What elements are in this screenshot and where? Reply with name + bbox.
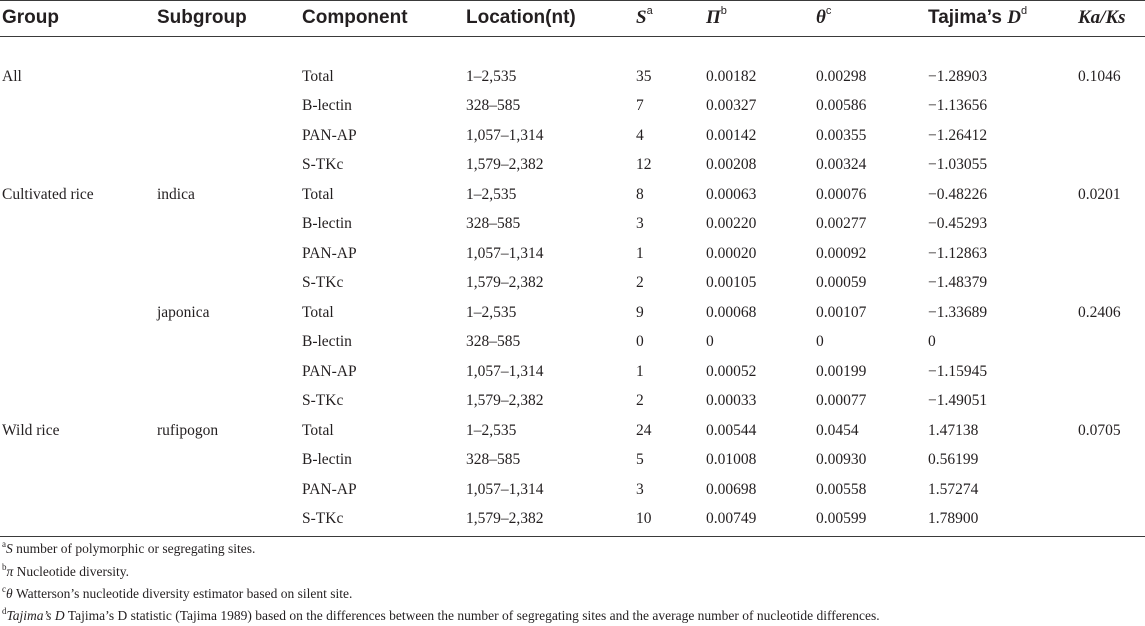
cell-theta: 0.00558 (816, 480, 867, 498)
cell-tajima: 0 (928, 333, 936, 351)
cell-theta: 0.00586 (816, 97, 867, 115)
header-subgroup-label: Subgroup (157, 7, 247, 28)
cell-location: 1–2,535 (466, 185, 517, 203)
cell-theta: 0.0454 (816, 421, 859, 439)
cell-s: 0 (636, 333, 644, 351)
cell-theta: 0.00298 (816, 67, 867, 85)
cell-kaks: 0.1046 (1078, 67, 1121, 85)
cell-tajima: −1.15945 (928, 362, 988, 380)
cell-subgroup (155, 40, 300, 92)
header-s-label: S (636, 7, 647, 28)
cell-location: 328–585 (466, 97, 521, 115)
table-row (0, 387, 1145, 417)
cell-group (0, 475, 155, 505)
cell-s: 4 (636, 126, 644, 144)
cell-theta: 0.00059 (816, 274, 867, 292)
cell-kaks (1076, 505, 1145, 535)
cell-pi: 0.00208 (706, 156, 757, 174)
footnote-text: Tajima’s D statistic (Tajima 1989) based on the differences between the number of segregating sites and the average number of nucleotide differences. (64, 608, 880, 623)
table-row (0, 92, 1145, 122)
cell-s: 2 (636, 392, 644, 410)
table-row (0, 475, 1145, 505)
cell-kaks: 0.0201 (1078, 185, 1121, 203)
cell-location: 1–2,535 (466, 303, 517, 321)
table-body (0, 40, 1145, 534)
cell-location: 1,057–1,314 (466, 244, 544, 262)
cell-kaks (1076, 387, 1145, 417)
cell-pi: 0.00052 (706, 362, 757, 380)
cell-pi: 0.01008 (706, 451, 757, 469)
cell-component: Total (302, 303, 334, 321)
cell-tajima: −1.49051 (928, 392, 988, 410)
cell-group: Wild rice (2, 421, 60, 439)
cell-location: 328–585 (466, 451, 521, 469)
footnote-text: number of polymorphic or segregating sites. (12, 541, 256, 556)
cell-group: All (2, 67, 22, 85)
cell-kaks (1076, 475, 1145, 505)
table-row (0, 446, 1145, 476)
cell-group (0, 298, 155, 328)
cell-group (0, 121, 155, 151)
cell-tajima: −1.48379 (928, 274, 988, 292)
cell-subgroup (155, 328, 300, 358)
cell-kaks: 0.2406 (1078, 303, 1121, 321)
cell-group (0, 387, 155, 417)
cell-pi: 0.00033 (706, 392, 757, 410)
cell-s: 10 (636, 510, 652, 528)
cell-component: S-TKc (302, 156, 344, 174)
cell-s: 1 (636, 244, 644, 262)
cell-component: S-TKc (302, 392, 344, 410)
cell-kaks: 0.0705 (1078, 421, 1121, 439)
table-bottom-rule (0, 536, 1145, 537)
cell-kaks (1076, 328, 1145, 358)
header-location-label: Location(nt) (466, 7, 576, 28)
cell-location: 1,579–2,382 (466, 392, 544, 410)
cell-location: 1,057–1,314 (466, 126, 544, 144)
cell-s: 7 (636, 97, 644, 115)
cell-component: PAN-AP (302, 480, 357, 498)
cell-component: Total (302, 185, 334, 203)
cell-s: 9 (636, 303, 644, 321)
cell-tajima: −1.26412 (928, 126, 988, 144)
cell-pi: 0.00142 (706, 126, 757, 144)
header-tajima-footnote-mark: d (1020, 5, 1028, 17)
cell-subgroup (155, 121, 300, 151)
header-group-label: Group (2, 7, 59, 28)
footnote-symbol: π (6, 564, 14, 579)
header-row (0, 0, 1145, 40)
header-theta (814, 0, 926, 40)
cell-subgroup: indica (157, 185, 195, 203)
cell-subgroup (155, 357, 300, 387)
cell-location: 1,579–2,382 (466, 510, 544, 528)
cell-group (0, 357, 155, 387)
footnote-mark: a (2, 539, 6, 549)
table-row (0, 151, 1145, 181)
cell-s: 3 (636, 480, 644, 498)
cell-component: Total (302, 67, 334, 85)
cell-s: 35 (636, 67, 652, 85)
cell-kaks (1076, 357, 1145, 387)
table-header (0, 0, 1145, 40)
table-row (0, 121, 1145, 151)
cell-s: 2 (636, 274, 644, 292)
cell-pi: 0.00105 (706, 274, 757, 292)
cell-group: Cultivated rice (2, 185, 94, 203)
cell-group (0, 210, 155, 240)
header-kaks (1076, 0, 1145, 40)
cell-component: B-lectin (302, 451, 352, 469)
cell-location: 1,057–1,314 (466, 362, 544, 380)
cell-subgroup (155, 210, 300, 240)
footnote-mark: c (2, 584, 6, 594)
cell-subgroup: rufipogon (157, 421, 219, 439)
footnote-mark: d (2, 606, 7, 616)
footnote (2, 586, 352, 602)
cell-s: 24 (636, 421, 652, 439)
cell-location: 1–2,535 (466, 67, 517, 85)
cell-theta: 0.00076 (816, 185, 867, 203)
cell-subgroup (155, 269, 300, 299)
cell-kaks (1076, 239, 1145, 269)
cell-tajima: −0.45293 (928, 215, 988, 233)
cell-group (0, 239, 155, 269)
cell-s: 8 (636, 185, 644, 203)
footnote-symbol: θ (6, 586, 13, 601)
cell-kaks (1076, 121, 1145, 151)
footnote-text: Watterson’s nucleotide diversity estimator based on silent site. (12, 586, 353, 601)
cell-pi: 0.00749 (706, 510, 757, 528)
header-pi-label: Π (706, 7, 721, 28)
cell-theta: 0.00077 (816, 392, 867, 410)
cell-group (0, 328, 155, 358)
cell-location: 1,579–2,382 (466, 156, 544, 174)
header-subgroup (155, 0, 300, 40)
header-component-label: Component (302, 7, 408, 28)
footnote (2, 564, 129, 580)
cell-group (0, 269, 155, 299)
cell-theta: 0.00199 (816, 362, 867, 380)
table-row (0, 40, 1145, 92)
cell-s: 3 (636, 215, 644, 233)
cell-subgroup (155, 446, 300, 476)
cell-subgroup (155, 239, 300, 269)
cell-subgroup (155, 505, 300, 535)
header-s-footnote-mark: a (646, 5, 653, 17)
cell-theta: 0.00355 (816, 126, 867, 144)
cell-component: PAN-AP (302, 244, 357, 262)
cell-pi: 0.00544 (706, 421, 757, 439)
header-group (0, 0, 155, 40)
table-row (0, 416, 1145, 446)
cell-pi: 0 (706, 333, 714, 351)
cell-group (0, 151, 155, 181)
footnote-mark: b (2, 562, 7, 572)
cell-kaks (1076, 92, 1145, 122)
cell-group (0, 446, 155, 476)
cell-location: 1,057–1,314 (466, 480, 544, 498)
cell-theta: 0.00277 (816, 215, 867, 233)
table-row (0, 210, 1145, 240)
cell-pi: 0.00068 (706, 303, 757, 321)
footnote-symbol: Tajima’s D (6, 608, 65, 623)
cell-location: 1–2,535 (466, 421, 517, 439)
cell-theta: 0.00324 (816, 156, 867, 174)
cell-tajima: −1.28903 (928, 67, 988, 85)
table-row (0, 357, 1145, 387)
footnote (2, 608, 880, 624)
header-pi (704, 0, 814, 40)
cell-tajima: 0.56199 (928, 451, 979, 469)
header-tajima-d: D (1007, 7, 1021, 28)
cell-location: 1,579–2,382 (466, 274, 544, 292)
cell-kaks (1076, 269, 1145, 299)
table-row (0, 505, 1145, 535)
table-row (0, 269, 1145, 299)
header-s (634, 0, 704, 40)
header-theta-footnote-mark: c (825, 5, 832, 17)
cell-tajima: −1.12863 (928, 244, 988, 262)
header-theta-label: θ (816, 7, 826, 28)
table-row (0, 239, 1145, 269)
cell-pi: 0.00327 (706, 97, 757, 115)
header-pi-footnote-mark: b (720, 5, 727, 17)
cell-tajima: 1.78900 (928, 510, 979, 528)
cell-component: S-TKc (302, 510, 344, 528)
header-tajima-label: Tajima’s (928, 7, 1008, 28)
header-component (300, 0, 464, 40)
cell-component: PAN-AP (302, 362, 357, 380)
cell-tajima: −1.13656 (928, 97, 988, 115)
footnote-symbol: S (6, 541, 13, 556)
cell-tajima: 1.47138 (928, 421, 979, 439)
footnote (2, 541, 255, 557)
cell-component: Total (302, 421, 334, 439)
table-row (0, 180, 1145, 210)
cell-tajima: 1.57274 (928, 480, 979, 498)
header-tajima (926, 0, 1076, 40)
header-location (464, 0, 634, 40)
cell-s: 12 (636, 156, 652, 174)
cell-kaks (1076, 210, 1145, 240)
cell-component: PAN-AP (302, 126, 357, 144)
cell-tajima: −1.03055 (928, 156, 988, 174)
cell-pi: 0.00063 (706, 185, 757, 203)
cell-s: 5 (636, 451, 644, 469)
table-row (0, 298, 1145, 328)
cell-pi: 0.00220 (706, 215, 757, 233)
cell-component: B-lectin (302, 333, 352, 351)
cell-location: 328–585 (466, 333, 521, 351)
cell-theta: 0.00599 (816, 510, 867, 528)
header-kaks-label: Ka/Ks (1078, 7, 1126, 28)
footnote-text: Nucleotide diversity. (13, 564, 129, 579)
cell-kaks (1076, 446, 1145, 476)
cell-subgroup: japonica (157, 303, 210, 321)
cell-component: B-lectin (302, 215, 352, 233)
cell-component: S-TKc (302, 274, 344, 292)
cell-subgroup (155, 151, 300, 181)
cell-group (0, 92, 155, 122)
cell-subgroup (155, 475, 300, 505)
cell-s: 1 (636, 362, 644, 380)
cell-pi: 0.00020 (706, 244, 757, 262)
cell-location: 328–585 (466, 215, 521, 233)
cell-group (0, 505, 155, 535)
cell-tajima: −1.33689 (928, 303, 988, 321)
cell-pi: 0.00698 (706, 480, 757, 498)
cell-subgroup (155, 92, 300, 122)
cell-component: B-lectin (302, 97, 352, 115)
cell-kaks (1076, 151, 1145, 181)
table-row (0, 328, 1145, 358)
cell-theta: 0.00092 (816, 244, 867, 262)
cell-pi: 0.00182 (706, 67, 757, 85)
cell-theta: 0.00107 (816, 303, 867, 321)
cell-subgroup (155, 387, 300, 417)
cell-theta: 0.00930 (816, 451, 867, 469)
cell-tajima: −0.48226 (928, 185, 988, 203)
cell-theta: 0 (816, 333, 824, 351)
